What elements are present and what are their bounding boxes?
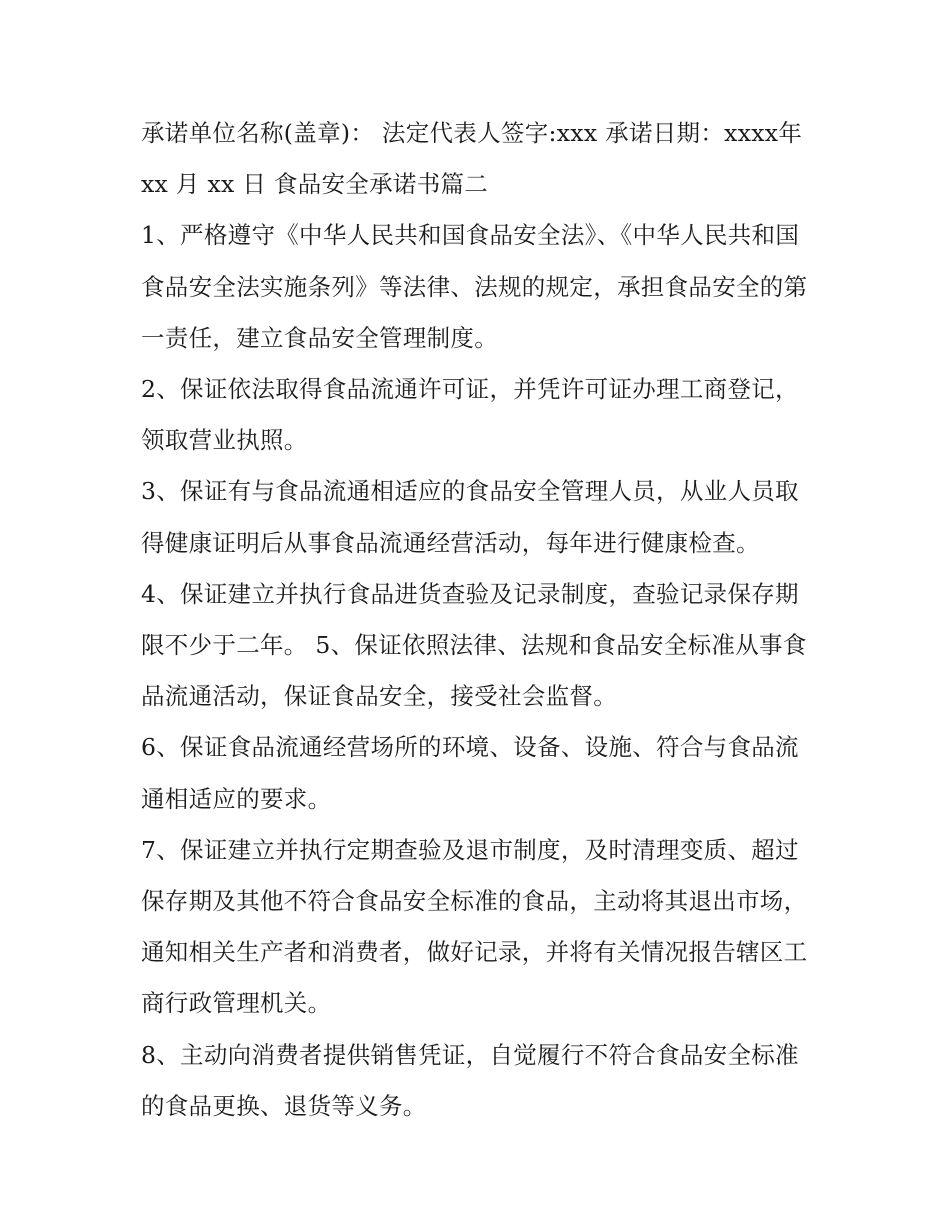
signature-line-paragraph: 承诺单位名称(盖章)： 法定代表人签字:xxx 承诺日期：xxxx年 xx 月 xx 日 食品安全承诺书篇二 [141, 119, 803, 199]
clause-7-paragraph: 7、保证建立并执行定期查验及退市制度，及时清理变质、超过保存期及其他不符合食品安全标准的食品，主动将其退出市场，通知相关生产者和消费者，做好记录，并将有关情况报告辖区工商行政管理机关。 [141, 835, 808, 1018]
document-body [141, 108, 821, 1132]
clause-4-5-paragraph: 4、保证建立并执行食品进货查验及记录制度，查验记录保存期限不少于二年。 5、保证依照法律、法规和食品安全标准从事食品流通活动，保证食品安全，接受社会监督。 [141, 579, 807, 711]
clause-3-paragraph: 3、保证有与食品流通相适应的食品安全管理人员，从业人员取得健康证明后从事食品流通经营活动，每年进行健康检查。 [141, 477, 799, 557]
clause-6-paragraph: 6、保证食品流通经营场所的环境、设备、设施、符合与食品流通相适应的要求。 [141, 733, 799, 813]
clause-8-paragraph: 8、主动向消费者提供销售凭证，自觉履行不符合食品安全标准的食品更换、退货等义务。 [141, 1040, 799, 1120]
clause-1-paragraph: 1、严格遵守《中华人民共和国食品安全法》、《中华人民共和国食品安全法实施条列》等法律、法规的规定，承担食品安全的第一责任，建立食品安全管理制度。 [141, 221, 808, 352]
clause-2-paragraph: 2、保证依法取得食品流通许可证，并凭许可证办理工商登记，领取营业执照。 [141, 375, 799, 455]
